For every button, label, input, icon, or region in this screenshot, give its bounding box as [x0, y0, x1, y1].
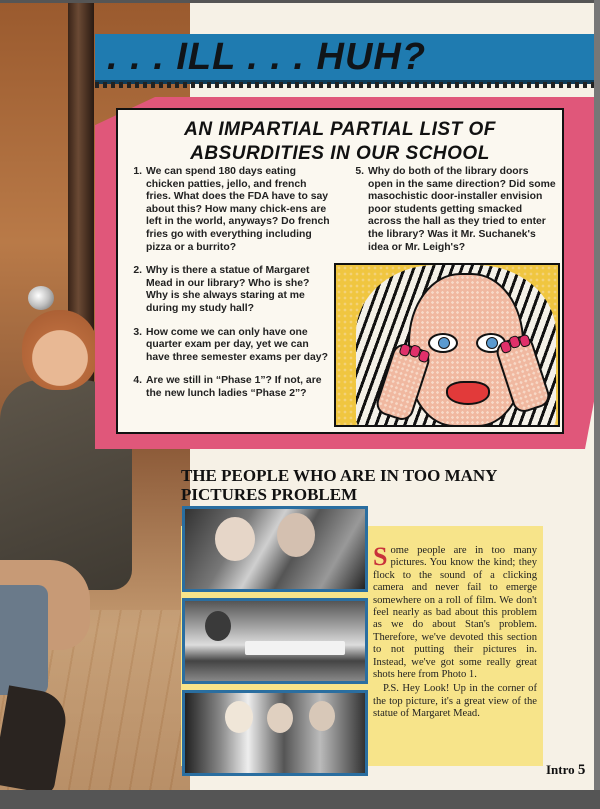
list-item — [124, 265, 330, 315]
scan-edge-top — [0, 0, 600, 3]
section-heading-line1: THE PEOPLE WHO ARE IN TOO MANY — [181, 466, 498, 485]
drop-cap: S — [373, 542, 388, 571]
comic-lips — [446, 381, 490, 405]
list-item — [346, 166, 556, 254]
list-item-text: How come we can only have one quarter exam per day, yet we can have three semester exams per day? — [146, 326, 328, 363]
second-person-jeans — [0, 585, 48, 695]
page-footer — [546, 762, 585, 779]
list-item-text: Why do both of the library doors open in the same direction? Did some masochistic door-installer envision poor students getting smacked across the hall as they tried to enter the library? Was it Mr. Suchanek's idea or Mr. Leigh's? — [368, 166, 556, 253]
list-item-number: 5. — [355, 166, 364, 177]
list-item — [124, 375, 330, 400]
absurdities-title-line2: ABSURDITIES IN OUR SCHOOL — [190, 143, 490, 164]
section-heading-line2: PICTURES PROBLEM — [181, 485, 358, 504]
story-body: ome people are in too many pictures. You know the kind; they flock to the sound of a clicking camera and never fail to emerge somewhere on a roll of film. We don't feel nearly as bad about this problem as we do about Stan's problem. Therefore, we've devoted this section to not putting their pictures in. Instead, we've got some really great shots here from Photo 1. — [373, 545, 537, 681]
list-item-text: Are we still in “Phase 1”? If not, are the new lunch ladies “Phase 2”? — [146, 375, 322, 399]
comic-eye-left — [428, 333, 458, 353]
absurdities-title — [118, 118, 562, 166]
list-item-text: Why is there a statue of Margaret Mead in our library? Who is she? Why is she always staring at me during my study hall? — [146, 265, 310, 314]
photo-face — [215, 517, 255, 561]
section-heading — [181, 466, 581, 504]
scan-edge-right — [594, 0, 600, 809]
photo-table — [245, 641, 345, 655]
scan-edge-bottom — [0, 790, 600, 809]
photo-students-group — [182, 690, 368, 776]
door-knob — [28, 286, 54, 310]
list-item-number: 3. — [133, 326, 142, 338]
person-head — [22, 310, 98, 390]
page-number: 5 — [577, 762, 586, 778]
page-title: . . . ILL . . . HUH? — [107, 36, 427, 78]
dashed-divider — [95, 82, 600, 88]
photo-face — [277, 513, 315, 557]
absurdities-column-right — [346, 166, 556, 265]
title-bar — [95, 34, 600, 84]
photo-face — [225, 701, 253, 733]
photo-face — [267, 703, 293, 733]
absurdities-title-line1: AN IMPARTIAL PARTIAL LIST OF — [184, 119, 496, 140]
story-paragraph — [373, 542, 537, 681]
comic-nail — [417, 349, 430, 364]
photo-figure — [205, 611, 231, 641]
list-item-text: We can spend 180 days eating chicken patties, jello, and french fries. What does the FDA have to say about this? How many chick-ens are left in the world, anyways? Do french fries go with everything including pizza or a burrito? — [146, 166, 330, 253]
list-item — [124, 327, 330, 365]
photo-face — [309, 701, 335, 731]
comic-screaming-woman-illustration — [334, 263, 560, 427]
list-item-number: 4. — [133, 375, 142, 387]
list-item — [124, 166, 330, 254]
footer-label: Intro — [546, 762, 575, 777]
list-item-number: 2. — [133, 265, 142, 277]
story-text — [373, 542, 537, 723]
photo-students-in-library — [182, 598, 368, 684]
absurdities-column-left — [124, 166, 330, 412]
photo-boys-with-cards — [182, 506, 368, 592]
list-item-number: 1. — [133, 166, 142, 177]
story-postscript: P.S. Hey Look! Up in the corner of the top picture, it's a great view of the statue of Margaret Mead. — [373, 683, 537, 720]
